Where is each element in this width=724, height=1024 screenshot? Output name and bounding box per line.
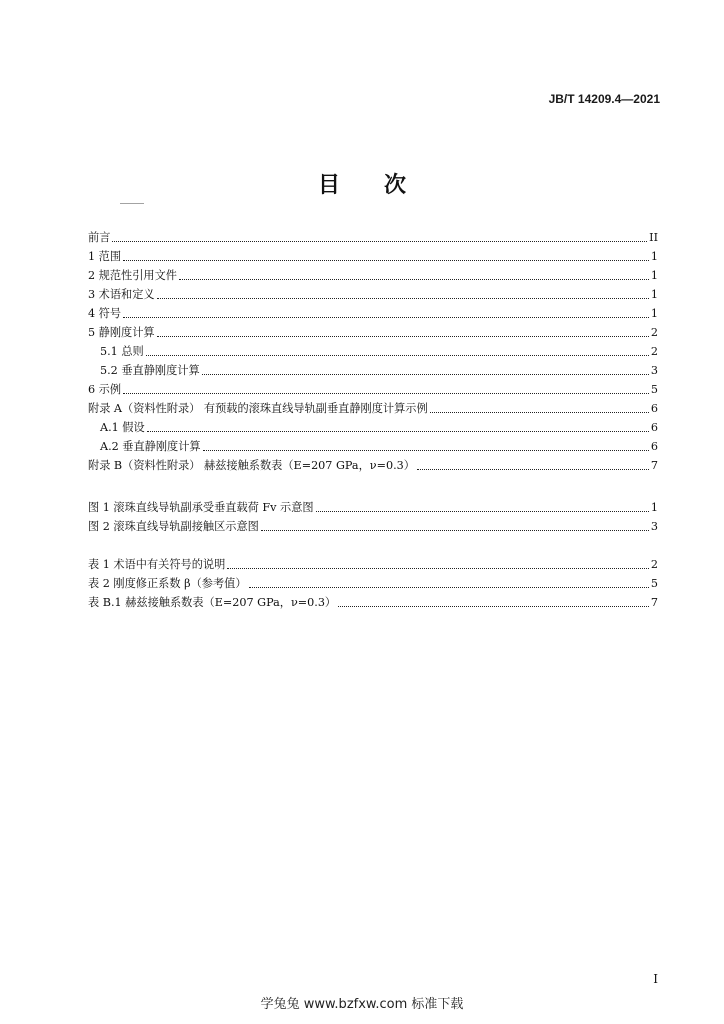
page-number: I <box>653 972 658 986</box>
toc-row[interactable] <box>88 228 658 247</box>
toc-row[interactable] <box>88 361 658 380</box>
toc-label: 附录 B（资料性附录） 赫兹接触系数表（E=207 GPa，ν=0.3） <box>88 459 415 472</box>
toc-page: 6 <box>650 402 658 415</box>
toc-figures <box>88 498 658 536</box>
toc-page: 1 <box>650 269 658 282</box>
footer-watermark: 学兔兔 www.bzfxw.com 标准下载 <box>260 997 464 1012</box>
toc-contents <box>88 228 658 475</box>
toc-label: A.1 假设 <box>100 421 145 434</box>
toc-row[interactable] <box>88 437 658 456</box>
toc-row[interactable] <box>88 418 658 437</box>
toc-label: 1 范围 <box>88 250 122 263</box>
table-label: 表 1 术语中有关符号的说明 <box>88 558 226 571</box>
toc-label: 4 符号 <box>88 307 122 320</box>
toc-label: 5 静刚度计算 <box>88 326 155 339</box>
table-label: 表 B.1 赫兹接触系数表（E=207 GPa，ν=0.3） <box>88 596 337 609</box>
toc-label: A.2 垂直静刚度计算 <box>100 440 201 453</box>
toc-label: 前言 <box>88 231 111 244</box>
scan-mark <box>120 203 144 206</box>
toc-page: 2 <box>650 345 658 358</box>
toc-row[interactable] <box>88 380 658 399</box>
toc-label: 附录 A（资料性附录） 有预载的滚珠直线导轨副垂直静刚度计算示例 <box>88 402 428 415</box>
toc-page: 1 <box>650 307 658 320</box>
toc-label: 2 规范性引用文件 <box>88 269 177 282</box>
toc-tables <box>88 555 658 612</box>
toc-page: 7 <box>650 459 658 472</box>
toc-row[interactable] <box>88 342 658 361</box>
toc-page: 6 <box>650 421 658 434</box>
figure-page: 1 <box>650 501 658 514</box>
toc-row[interactable] <box>88 285 658 304</box>
toc-label: 5.1 总则 <box>100 345 144 358</box>
toc-page: 5 <box>650 383 658 396</box>
table-row[interactable] <box>88 593 658 612</box>
page-title: 目 次 <box>317 172 406 198</box>
table-row[interactable] <box>88 555 658 574</box>
toc-page: 6 <box>650 440 658 453</box>
standard-code: JB/T 14209.4—2021 <box>548 92 660 106</box>
figure-label: 图 2 滚珠直线导轨副接触区示意图 <box>88 520 259 533</box>
table-page: 2 <box>650 558 658 571</box>
toc-label: 3 术语和定义 <box>88 288 155 301</box>
toc-page: 2 <box>650 326 658 339</box>
table-label: 表 2 刚度修正系数 β（参考值） <box>88 577 247 590</box>
toc-row[interactable] <box>88 456 658 475</box>
table-page: 5 <box>650 577 658 590</box>
toc-row[interactable] <box>88 323 658 342</box>
figure-row[interactable] <box>88 517 658 536</box>
table-page: 7 <box>650 596 658 609</box>
table-row[interactable] <box>88 574 658 593</box>
toc-page: 3 <box>650 364 658 377</box>
figure-label: 图 1 滚珠直线导轨副承受垂直载荷 Fv 示意图 <box>88 501 314 514</box>
toc-page: 1 <box>650 288 658 301</box>
toc-label: 6 示例 <box>88 383 122 396</box>
toc-row[interactable] <box>88 247 658 266</box>
toc-row[interactable] <box>88 266 658 285</box>
toc-row[interactable] <box>88 304 658 323</box>
toc-row[interactable] <box>88 399 658 418</box>
toc-page: II <box>649 231 658 244</box>
toc-label: 5.2 垂直静刚度计算 <box>100 364 200 377</box>
figure-page: 3 <box>650 520 658 533</box>
toc-page: 1 <box>650 250 658 263</box>
figure-row[interactable] <box>88 498 658 517</box>
